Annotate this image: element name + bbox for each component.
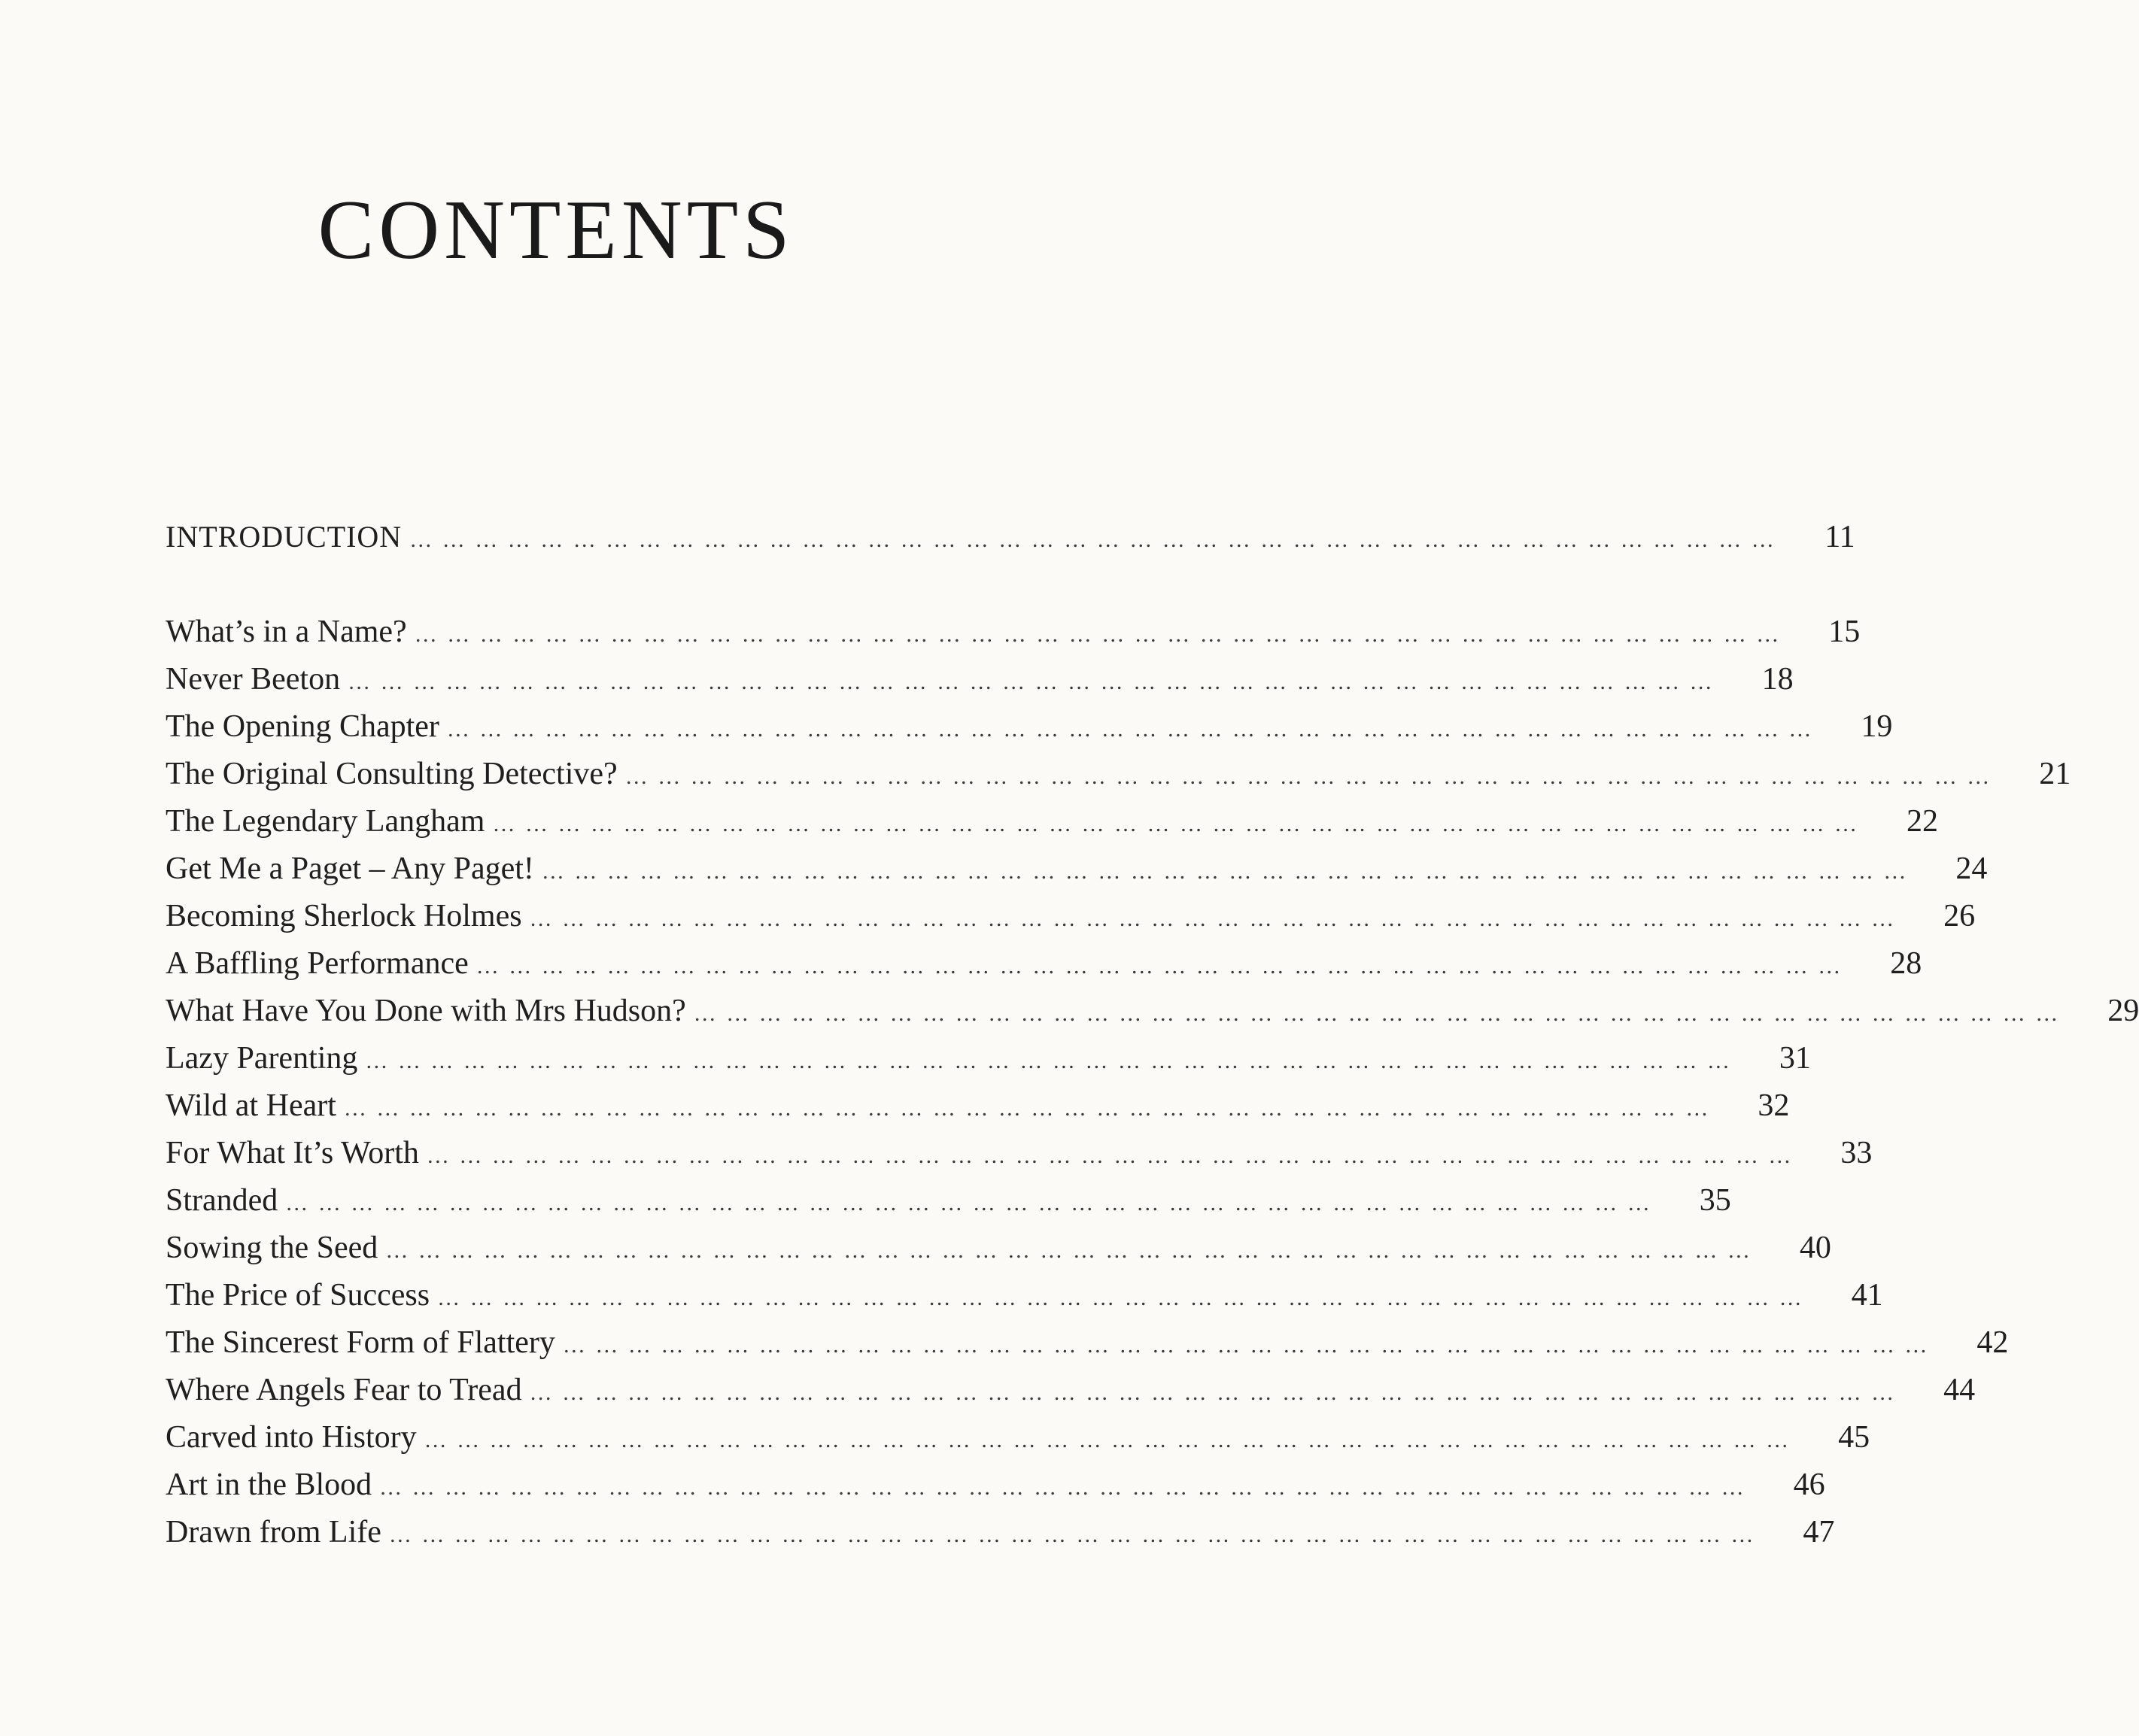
toc-entry-title: Carved into History <box>166 1420 417 1455</box>
toc-entry <box>166 1176 1731 1225</box>
toc-entry <box>166 987 2139 1035</box>
toc-entry-title: A Baffling Performance <box>166 946 469 981</box>
toc-entry <box>166 845 1988 893</box>
toc-entry <box>166 1508 1835 1556</box>
toc-entry-title: Sowing the Seed <box>166 1231 378 1265</box>
toc-entry-title: Drawn from Life <box>166 1515 381 1549</box>
toc-entry <box>166 750 2071 798</box>
toc-entry-title: The Price of Success <box>166 1278 430 1313</box>
dot-leader: … … … … … … … … … … … … … … … … … … … … … … … … … … … … … … … … … … … … … … … … … … <box>476 954 1843 979</box>
dot-leader: … … … … … … … … … … … … … … … … … … … … … … … … … … … … … … … … … … … … … … … … … … <box>348 669 1715 694</box>
toc-entry-title: Never Beeton <box>166 662 341 697</box>
toc-entry-page: 47 <box>1803 1515 1835 1549</box>
dot-leader: … … … … … … … … … … … … … … … … … … … … … … … … … … … … … … … … … … … … … … … … … … <box>446 717 1814 742</box>
toc-entry-page: 26 <box>1943 899 1976 933</box>
dot-leader: … … … … … … … … … … … … … … … … … … … … … … … … … … … … … … … … … … … … … … … … … … <box>492 812 1859 836</box>
toc-entry-title: The Opening Chapter <box>166 709 439 744</box>
toc-entry <box>166 703 1893 751</box>
toc-entry-page: 29 <box>2107 994 2139 1028</box>
toc-entry-page: 18 <box>1761 662 1794 697</box>
dot-leader: … … … … … … … … … … … … … … … … … … … … … … … … … … … … … … … … … … … … … … … … … … <box>426 1143 1794 1168</box>
dot-leader: … … … … … … … … … … … … … … … … … … … … … … … … … … … … … … … … … … … … … … … … … … <box>388 1522 1756 1547</box>
toc-entry-page: 11 <box>1825 520 1855 554</box>
toc-entry-title: The Legendary Langham <box>166 804 485 839</box>
toc-entry-page: 46 <box>1793 1467 1825 1502</box>
toc-entry-title: Wild at Heart <box>166 1088 336 1123</box>
toc-entry <box>166 1319 2009 1367</box>
toc-entry-page: 35 <box>1699 1183 1731 1218</box>
toc-entry-page: 33 <box>1840 1136 1873 1170</box>
toc-entry-page: 45 <box>1838 1420 1870 1455</box>
dot-leader: … … … … … … … … … … … … … … … … … … … … … … … … … … … … … … … … … … … … … … … … … … <box>541 859 1909 884</box>
toc-entry-title: What’s in a Name? <box>166 615 407 649</box>
toc-entry-title: Stranded <box>166 1183 278 1218</box>
toc-entry-title: Get Me a Paget – Any Paget! <box>166 851 534 886</box>
toc-entry-title: The Sincerest Form of Flattery <box>166 1325 555 1360</box>
toc-entry-page: 22 <box>1906 804 1938 839</box>
toc-entry-page: 40 <box>1799 1231 1831 1265</box>
toc-entry <box>166 1366 1976 1414</box>
toc-entry <box>166 1413 1870 1461</box>
toc-entry-page: 21 <box>2039 757 2071 791</box>
toc-entry-page: 32 <box>1758 1088 1790 1123</box>
dot-leader: … … … … … … … … … … … … … … … … … … … … … … … … … … … … … … … … … … … … … … … … … … <box>529 906 1897 931</box>
toc-entry <box>166 1271 1883 1319</box>
dot-leader: … … … … … … … … … … … … … … … … … … … … … … … … … … … … … … … … … … … … … … … … … … <box>385 1238 1752 1263</box>
toc-entry-title: Where Angels Fear to Tread <box>166 1373 522 1407</box>
dot-leader: … … … … … … … … … … … … … … … … … … … … … … … … … … … … … … … … … … … … … … … … … … <box>409 527 1776 552</box>
toc-entry-page: 41 <box>1851 1278 1883 1313</box>
toc-entry-title: For What It’s Worth <box>166 1136 419 1170</box>
toc-entry-title: The Original Consulting Detective? <box>166 757 618 791</box>
toc-entry <box>166 797 1938 845</box>
toc-entry <box>166 1034 1811 1082</box>
toc-entry-page: 31 <box>1779 1041 1811 1076</box>
page-title: CONTENTS <box>318 184 795 277</box>
toc-entry <box>166 1224 1831 1272</box>
dot-leader: … … … … … … … … … … … … … … … … … … … … … … … … … … … … … … … … … … … … … … … … … … <box>379 1475 1746 1500</box>
dot-leader: … … … … … … … … … … … … … … … … … … … … … … … … … … … … … … … … … … … … … … … … … … <box>343 1096 1711 1121</box>
toc-entry-title: INTRODUCTION <box>166 520 403 554</box>
toc-entry-page: 19 <box>1861 709 1893 744</box>
toc-entry <box>166 608 1861 656</box>
toc-entry-page: 44 <box>1943 1373 1976 1407</box>
toc-entry-title: Lazy Parenting <box>166 1041 358 1076</box>
dot-leader: … … … … … … … … … … … … … … … … … … … … … … … … … … … … … … … … … … … … … … … … … … <box>414 622 1782 647</box>
toc-entry <box>166 892 1976 940</box>
toc-entry-title: What Have You Done with Mrs Hudson? <box>166 994 686 1028</box>
toc-entry <box>166 1082 1790 1130</box>
toc-entry <box>166 655 1794 703</box>
dot-leader: … … … … … … … … … … … … … … … … … … … … … … … … … … … … … … … … … … … … … … … … … … <box>365 1049 1732 1073</box>
toc-entry-page: 24 <box>1955 851 1988 886</box>
toc-entry-page: 28 <box>1890 946 1922 981</box>
toc-entry-title: Becoming Sherlock Holmes <box>166 899 522 933</box>
toc-entry <box>166 1129 1873 1177</box>
dot-leader: … … … … … … … … … … … … … … … … … … … … … … … … … … … … … … … … … … … … … … … … … … <box>424 1428 1791 1452</box>
toc-entry-page: 15 <box>1828 615 1861 649</box>
toc-entry-page: 42 <box>1976 1325 2009 1360</box>
toc-entry-introduction <box>166 513 1855 561</box>
toc-entry <box>166 1461 1825 1509</box>
toc-entry <box>166 939 1922 988</box>
dot-leader: … … … … … … … … … … … … … … … … … … … … … … … … … … … … … … … … … … … … … … … … … … <box>437 1285 1804 1310</box>
dot-leader: … … … … … … … … … … … … … … … … … … … … … … … … … … … … … … … … … … … … … … … … … … <box>624 764 1992 789</box>
toc-entry-title: Art in the Blood <box>166 1467 372 1502</box>
dot-leader: … … … … … … … … … … … … … … … … … … … … … … … … … … … … … … … … … … … … … … … … … … <box>562 1333 1930 1358</box>
dot-leader: … … … … … … … … … … … … … … … … … … … … … … … … … … … … … … … … … … … … … … … … … … <box>693 1001 2061 1026</box>
dot-leader: … … … … … … … … … … … … … … … … … … … … … … … … … … … … … … … … … … … … … … … … … … <box>529 1380 1897 1405</box>
dot-leader: … … … … … … … … … … … … … … … … … … … … … … … … … … … … … … … … … … … … … … … … … … <box>285 1191 1652 1216</box>
